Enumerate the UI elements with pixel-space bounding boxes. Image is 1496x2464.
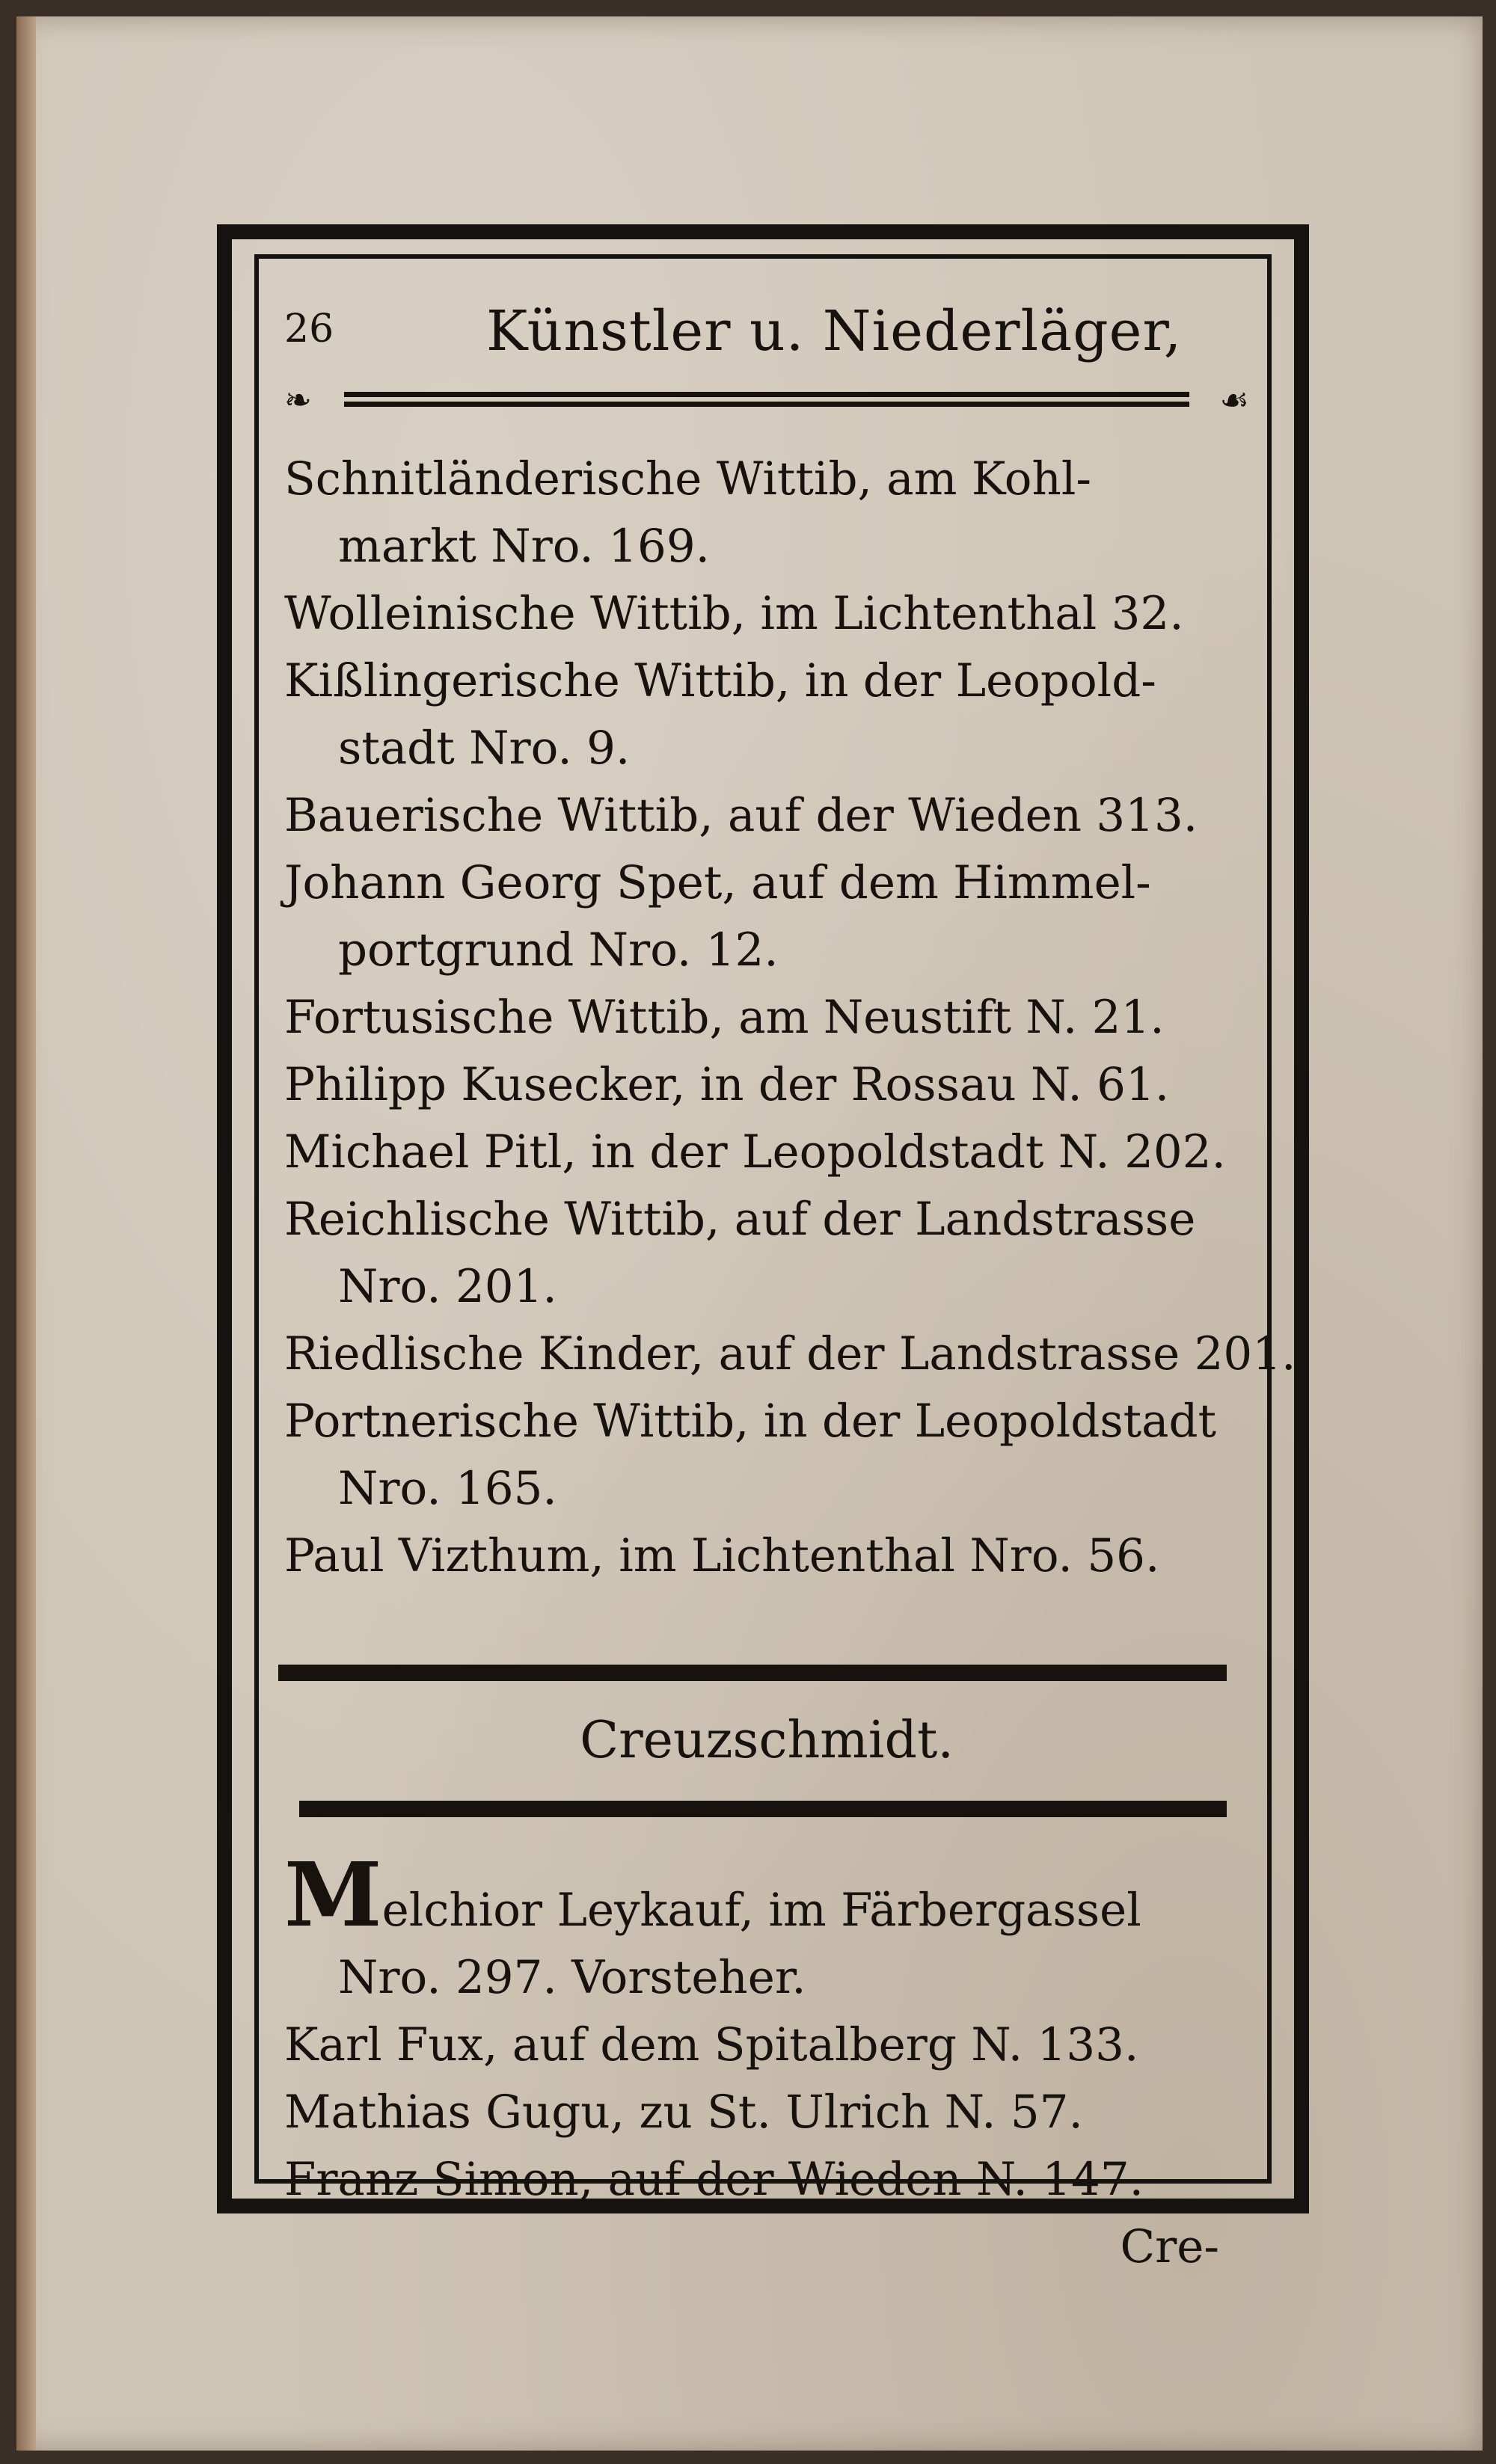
entry-continuation: markt Nro. 169.: [338, 520, 711, 573]
entry-line: Paul Vizthum, im Lichtenthal Nro. 56.: [284, 1529, 1160, 1582]
header-ornament-rule: [284, 381, 1249, 426]
entry-line: Fortusische Wittib, am Neustift N. 21.: [284, 991, 1165, 1044]
entry-line: Wolleinische Wittib, im Lichtenthal 32.: [284, 587, 1184, 640]
entry-continuation: Nro. 201.: [338, 1260, 557, 1313]
list-item: [284, 1119, 1249, 1186]
page-number: 26: [284, 307, 334, 351]
entry-continuation: stadt Nro. 9.: [338, 722, 631, 775]
entry-continuation: Nro. 297. Vorsteher.: [338, 1951, 806, 2004]
entry-line: Schnitländerische Wittib, am Kohl-: [284, 452, 1091, 506]
page-content: [284, 292, 1296, 2281]
list-item: [284, 2079, 1249, 2146]
entry-line: Riedlische Kinder, auf der Landstrasse 201.: [284, 1327, 1296, 1380]
section-rule-top: [278, 1665, 1227, 1681]
entry-line: Michael Pitl, in der Leopoldstadt N. 202.: [284, 1125, 1226, 1179]
list-item: [284, 984, 1249, 1051]
list-item: [284, 1051, 1249, 1119]
entry-continuation: Nro. 165.: [338, 1462, 557, 1515]
section-spacer: [284, 1590, 1249, 1665]
list-item: [284, 446, 1249, 580]
list-item: [284, 1523, 1249, 1590]
list-item: [284, 2012, 1249, 2079]
entry-line: Reichlische Wittib, auf der Landstrasse: [284, 1193, 1196, 1246]
entry-line: elchior Leykauf, im Färbergassel: [381, 1884, 1141, 1937]
entry-line: Franz Simon, auf der Wieden N. 147.: [284, 2153, 1144, 2206]
fleuron-right-icon: ☙: [1219, 381, 1249, 420]
entry-line: Bauerische Wittib, auf der Wieden 313.: [284, 789, 1198, 842]
section-entry-list: [284, 1843, 1249, 2281]
entry-line: Johann Georg Spet, auf dem Himmel-: [284, 856, 1151, 909]
fleuron-left-icon: ❧: [284, 381, 312, 420]
list-item: [284, 580, 1249, 648]
list-item: [284, 1843, 1249, 2012]
catchword: Cre-: [1120, 2220, 1219, 2273]
page-edge: [16, 16, 36, 2451]
list-item: [284, 1186, 1249, 1321]
entry-line: Karl Fux, auf dem Spitalberg N. 133.: [284, 2018, 1139, 2071]
drop-initial: M: [284, 1843, 382, 1947]
entry-continuation: portgrund Nro. 12.: [338, 924, 779, 977]
entry-line: Philipp Kusecker, in der Rossau N. 61.: [284, 1058, 1170, 1111]
list-item: [284, 1321, 1296, 1388]
double-rule: [344, 392, 1189, 407]
section-heading: Creuzschmidt.: [580, 1711, 954, 1770]
running-head: Künstler u. Niederläger,: [486, 299, 1183, 363]
list-item: [284, 648, 1249, 782]
entry-line: Portnerische Wittib, in der Leopoldstadt: [284, 1395, 1217, 1448]
entry-list: [284, 446, 1296, 1590]
list-item: [284, 782, 1249, 850]
list-item: [284, 1388, 1249, 1523]
list-item: [284, 2146, 1249, 2213]
entry-line: Mathias Gugu, zu St. Ulrich N. 57.: [284, 2086, 1083, 2139]
section-rule-bottom: [299, 1801, 1227, 1817]
page-header: [284, 292, 1249, 374]
list-item: [284, 850, 1249, 984]
entry-line: Kißlingerische Wittib, in der Leopold-: [284, 654, 1156, 707]
